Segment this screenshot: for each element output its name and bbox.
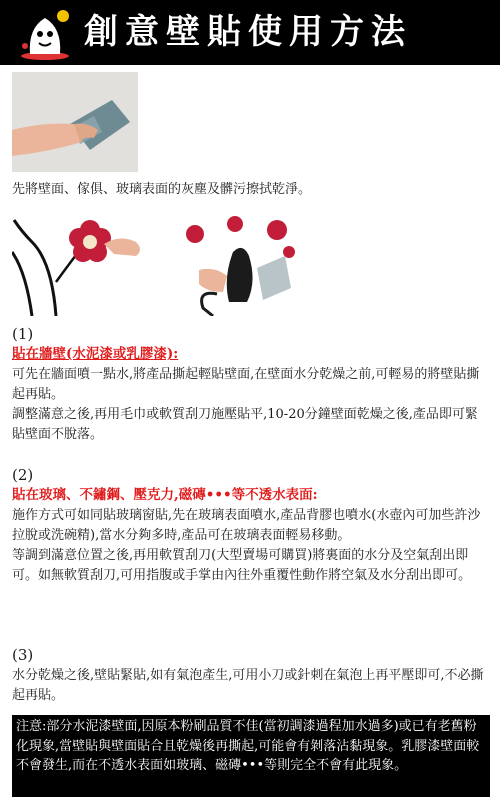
cleaning-instruction: 先將壁面、傢俱、玻璃表面的灰塵及髒污擦拭乾淨。: [12, 182, 312, 197]
step-number: (3): [12, 646, 34, 664]
step-number: (1): [12, 325, 34, 343]
step-number: (2): [12, 466, 34, 484]
wall-section-heading: 貼在牆壁(水泥漆或乳膠漆):: [12, 346, 179, 362]
ghost-mascot-icon: [14, 6, 76, 60]
drying-instructions: [12, 666, 490, 706]
paragraph: 調整滿意之後,再用毛巾或軟質刮刀施壓貼平,10-20分鐘壁面乾燥之後,產品即可緊貼壁面不脫落。: [12, 407, 478, 442]
glass-instructions: [12, 506, 490, 586]
wiping-wall-photo: [12, 72, 138, 172]
flower-wall-sticker-photo: [12, 212, 154, 316]
paragraph: 水分乾燥之後,壁貼緊貼,如有氣泡產生,可用小刀或針刺在氣泡上再平壓即可,不必撕起再貼。: [12, 668, 484, 703]
paragraph: 施作方式可如同貼玻璃窗貼,先在玻璃表面噴水,產品背膠也噴水(水壺內可加些許沙拉脫或洗碗精),當水分夠多時,產品可在玻璃表面輕易移動。: [12, 508, 481, 543]
wall-instructions: [12, 365, 490, 445]
caution-note: 注意:部分水泥漆壁面,因原本粉刷品質不佳(當初調漆過程加水過多)或已有老舊粉化現象,當壁貼與壁面貼合且乾燥後再撕起,可能會有剝落沾黏現象。乳膠漆壁面較不會發生,而在不透水表面如玻璃、磁磚•••等則完全不會有此現象。: [12, 715, 490, 797]
header-banner: [0, 0, 500, 65]
paragraph: 可先在牆面噴一點水,將產品撕起輕貼壁面,在壁面水分乾燥之前,可輕易的將壁貼撕起再貼。: [12, 367, 480, 402]
glass-section-heading: 貼在玻璃、不鏽鋼、壓克力,磁磚•••等不透水表面:: [12, 487, 318, 503]
paragraph: 等調到滿意位置之後,再用軟質刮刀(大型賣場可購買)將裏面的水分及空氣刮出即可。如無軟質刮刀,可用指腹或手掌由內往外重覆性動作將空氣及水分刮出即可。: [12, 548, 472, 583]
page-title: 創意壁貼使用方法: [84, 12, 412, 52]
glass-sticker-photo: [177, 212, 303, 316]
